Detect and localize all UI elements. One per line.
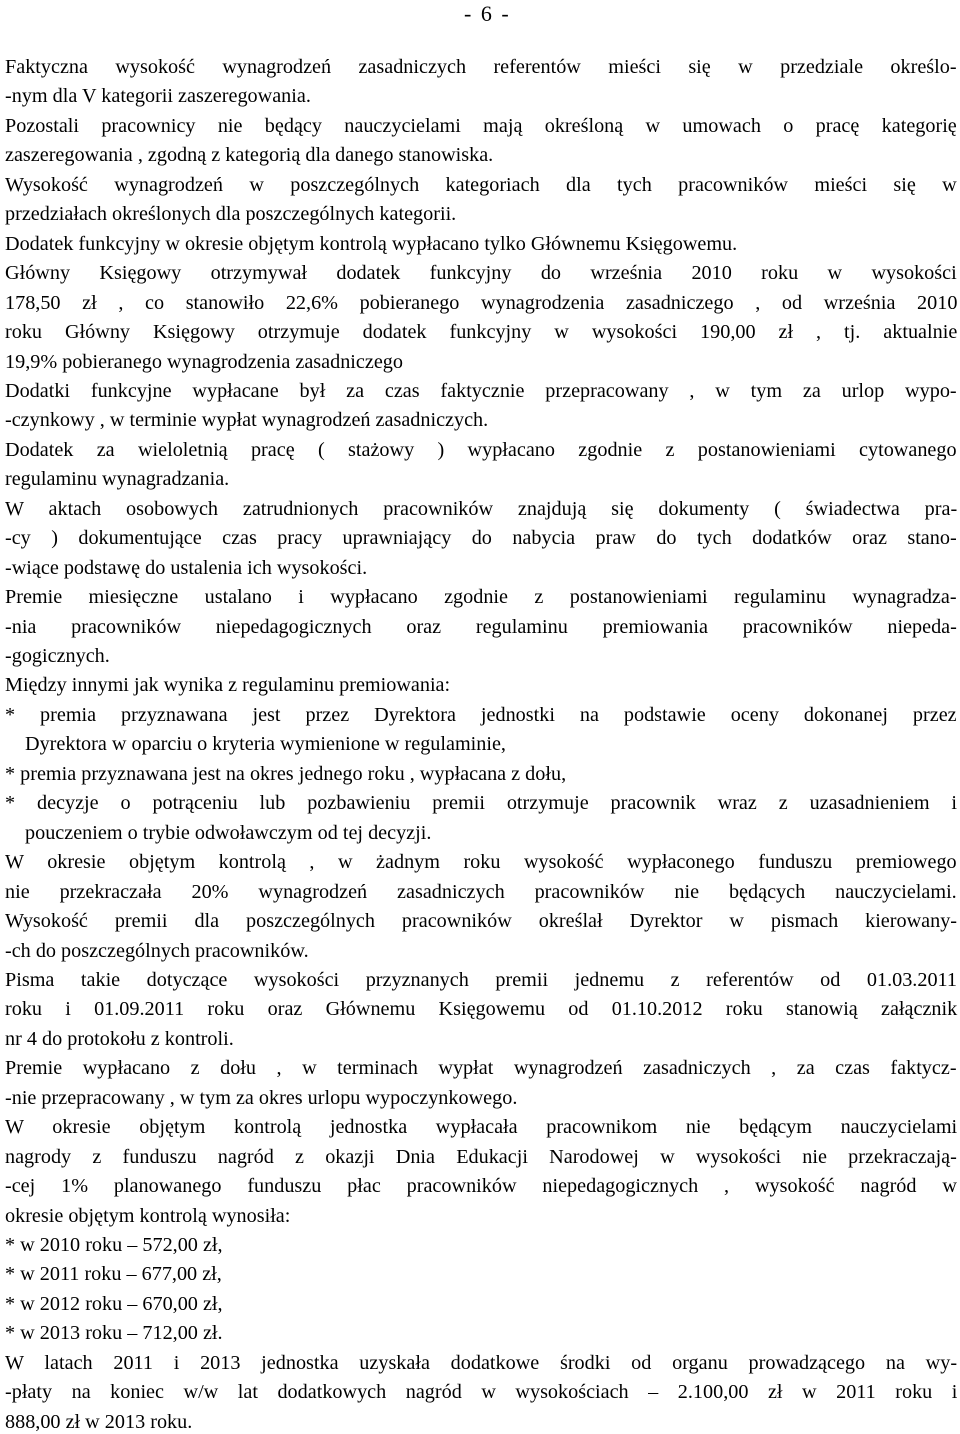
text-line: pouczeniem o trybie odwoławczym od tej decyzji. — [25, 822, 432, 844]
text-line: Premie miesięczne ustalano i wypłacano zgodnie z postanowieniami regulaminu wynagradza- — [5, 586, 957, 608]
text-line: Premie wypłacano z dołu , w terminach wypłat wynagrodzeń zasadniczych , za czas faktycz- — [5, 1057, 957, 1079]
text-line: zaszeregowania , zgodną z kategorią dla danego stanowiska. — [5, 144, 494, 166]
text-line: Dodatek za wieloletnią pracę ( stażowy ) wypłacano zgodnie z postanowieniami cytowanego — [5, 439, 957, 461]
text-line: Wysokość wynagrodzeń w poszczególnych kategoriach dla tych pracowników mieści się w — [5, 174, 957, 196]
page-number: - 6 - — [464, 1, 511, 26]
text-line: -cej 1% planowanego funduszu płac pracowników niepedagogicznych , wysokość nagród w — [5, 1175, 957, 1197]
text-line: regulaminu wynagradzania. — [5, 468, 230, 490]
text-line: * w 2013 roku – 712,00 zł. — [5, 1322, 223, 1344]
text-line: -ch do poszczególnych pracowników. — [5, 940, 309, 962]
text-line: W latach 2011 i 2013 jednostka uzyskała dodatkowe środki od organu prowadzącego na wy- — [5, 1352, 958, 1374]
text-line: Pisma takie dotyczące wysokości przyznanych premii jednemu z referentów od 01.03.2011 — [5, 969, 957, 991]
text-line: nie przekraczała 20% wynagrodzeń zasadniczych pracowników nie będących nauczycielami. — [5, 881, 957, 903]
text-line: -nie przepracowany , w tym za okres urlopu wypoczynkowego. — [5, 1087, 518, 1109]
text-line: 178,50 zł , co stanowiło 22,6% pobieranego wynagrodzenia zasadniczego , od września 2010 — [5, 292, 958, 314]
text-line: okresie objętym kontrolą wynosiła: — [5, 1205, 291, 1227]
text-line: W okresie objętym kontrolą , w żadnym roku wysokość wypłaconego funduszu premiowego — [5, 851, 957, 873]
text-line: -nym dla V kategorii zaszeregowania. — [5, 85, 311, 107]
text-line: Główny Księgowy otrzymywał dodatek funkcyjny do września 2010 roku w wysokości — [5, 262, 957, 284]
text-line: W okresie objętym kontrolą jednostka wypłacała pracownikom nie będącym nauczycielami — [5, 1116, 958, 1138]
text-line: * w 2011 roku – 677,00 zł, — [5, 1263, 222, 1285]
text-line: * premia przyznawana jest przez Dyrektora jednostki na podstawie oceny dokonanej przez — [5, 704, 957, 726]
text-line: * w 2010 roku – 572,00 zł, — [5, 1234, 223, 1256]
text-line: -czynkowy , w terminie wypłat wynagrodzeń zasadniczych. — [5, 409, 489, 431]
text-line: -cy ) dokumentujące czas pracy uprawniający do nabycia praw do tych dodatków oraz stano- — [5, 527, 957, 549]
text-line: Pozostali pracownicy nie będący nauczycielami mają określoną w umowach o pracę kategorię — [5, 115, 957, 137]
text-line: Dodatki funkcyjne wypłacane był za czas faktycznie przepracowany , w tym za urlop wypo- — [5, 380, 957, 402]
text-line: roku i 01.09.2011 roku oraz Głównemu Księgowemu od 01.10.2012 roku stanowią załącznik — [5, 998, 958, 1020]
text-line: Faktyczna wysokość wynagrodzeń zasadniczych referentów mieści się w przedziale określo- — [5, 56, 957, 78]
text-line: -gogicznych. — [5, 645, 110, 667]
text-line: -wiące podstawę do ustalenia ich wysokości. — [5, 557, 368, 579]
text-line: 19,9% pobieranego wynagrodzenia zasadniczego — [5, 351, 403, 373]
text-line: 888,00 zł w 2013 roku. — [5, 1411, 193, 1433]
text-line: nr 4 do protokołu z kontroli. — [5, 1028, 234, 1050]
text-line: * premia przyznawana jest na okres jednego roku , wypłacana z dołu, — [5, 763, 567, 785]
text-line: Między innymi jak wynika z regulaminu premiowania: — [5, 674, 451, 696]
text-line: Dyrektora w oparciu o kryteria wymienione w regulaminie, — [25, 733, 506, 755]
text-line: roku Główny Księgowy otrzymuje dodatek funkcyjny w wysokości 190,00 zł , tj. aktualnie — [5, 321, 958, 343]
text-line: -nia pracowników niepedagogicznych oraz regulaminu premiowania pracowników niepeda- — [5, 616, 957, 638]
text-line: * decyzje o potrąceniu lub pozbawieniu premii otrzymuje pracownik wraz z uzasadnieniem i — [5, 792, 958, 814]
text-line: nagrody z funduszu nagród z okazji Dnia Edukacji Narodowej w wysokości nie przekraczają- — [5, 1146, 957, 1168]
text-line: W aktach osobowych zatrudnionych pracowników znajdują się dokumenty ( świadectwa pra- — [5, 498, 958, 520]
text-line: -płaty na koniec w/w lat dodatkowych nagród w wysokościach – 2.100,00 zł w 2011 roku i — [5, 1381, 958, 1403]
text-line: przedziałach określonych dla poszczególnych kategorii. — [5, 203, 457, 225]
text-line: * w 2012 roku – 670,00 zł, — [5, 1293, 223, 1315]
text-line: Wysokość premii dla poszczególnych pracowników określał Dyrektor w pismach kierowany- — [5, 910, 958, 932]
text-line: Dodatek funkcyjny w okresie objętym kontrolą wypłacano tylko Głównemu Księgowemu. — [5, 233, 738, 255]
